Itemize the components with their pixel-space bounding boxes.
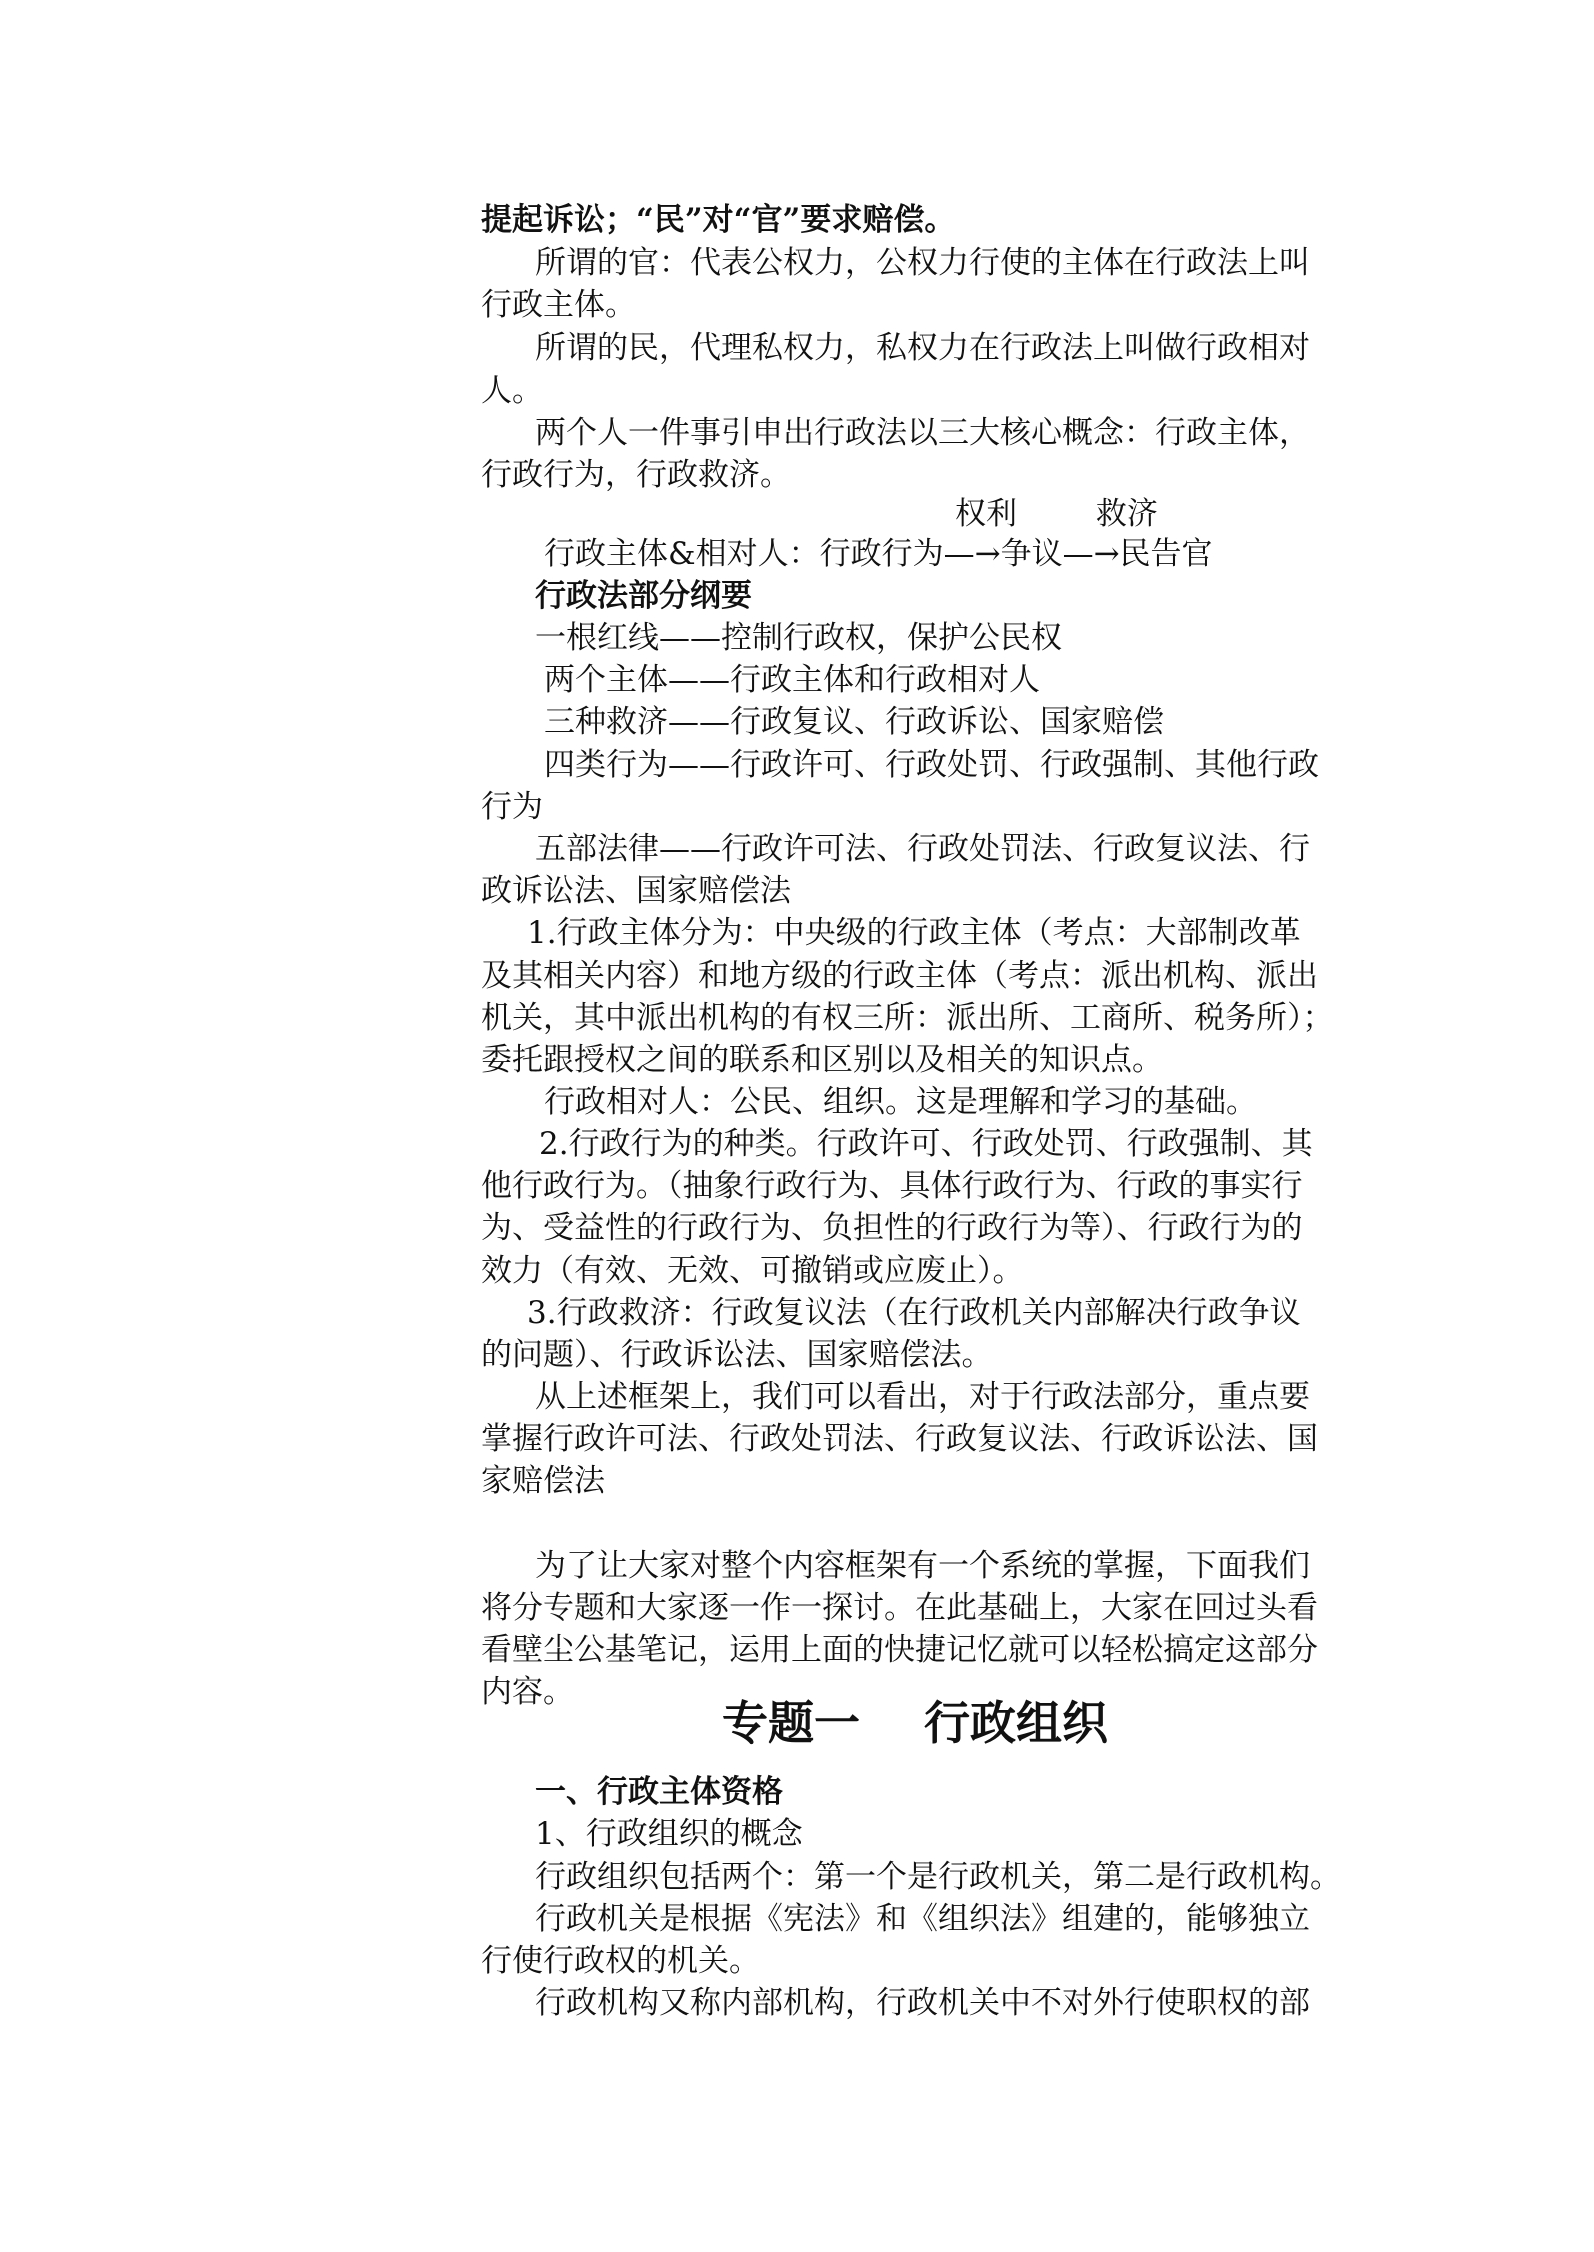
text-line: 将分专题和大家逐一作一探讨。在此基础上，大家在回过头看 (481, 1590, 1318, 1626)
text-line: 的问题）、行政诉讼法、国家赔偿法。 (481, 1337, 993, 1373)
text-line: 政诉讼法、国家赔偿法 (481, 873, 791, 909)
text-line: 家赔偿法 (481, 1463, 605, 1499)
text-line: 及其相关内容）和地方级的行政主体（考点：派出机构、派出 (481, 958, 1318, 994)
text-line: 提起诉讼；“民”对“官”要求赔偿。 (481, 202, 956, 238)
text-line: 三种救济——行政复议、行政诉讼、国家赔偿 (544, 704, 1164, 740)
text-line: 行政机构又称内部机构，行政机关中不对外行使职权的部 (535, 1985, 1310, 2021)
text-line: 从上述框架上，我们可以看出，对于行政法部分，重点要 (535, 1379, 1310, 1415)
text-line: 为、受益性的行政行为、负担性的行政行为等）、行政行为的 (481, 1210, 1303, 1246)
text-line: 委托跟授权之间的联系和区别以及相关的知识点。 (481, 1042, 1163, 1078)
text-line: 3.行政救济：行政复议法（在行政机关内部解决行政争议 (527, 1295, 1301, 1331)
text-line: 所谓的民，代理私权力，私权力在行政法上叫做行政相对 (535, 330, 1310, 366)
text-line: 两个人一件事引申出行政法以三大核心概念：行政主体， (535, 415, 1310, 451)
text-line: 行使行政权的机关。 (481, 1943, 760, 1979)
text-line: 行政组织包括两个：第一个是行政机关，第二是行政机构。 (535, 1859, 1341, 1895)
text-line: 一根红线——控制行政权，保护公民权 (535, 620, 1062, 656)
text-line: 行政主体。 (481, 287, 636, 323)
text-line: 行政行为，行政救济。 (481, 457, 791, 493)
subsection-heading: 一、行政主体资格 (535, 1774, 783, 1810)
text-line: 内容。 (481, 1674, 574, 1710)
text-line: 掌握行政许可法、行政处罚法、行政复议法、行政诉讼法、国 (481, 1421, 1318, 1457)
text-line: 看壁尘公基笔记，运用上面的快捷记忆就可以轻松搞定这部分 (481, 1632, 1318, 1668)
text-line: 行政相对人：公民、组织。这是理解和学习的基础。 (544, 1084, 1257, 1120)
text-line: 两个主体——行政主体和行政相对人 (544, 662, 1040, 698)
text-line: 为了让大家对整个内容框架有一个系统的掌握，下面我们 (535, 1548, 1310, 1584)
text-line: 1.行政主体分为：中央级的行政主体（考点：大部制改革 (527, 915, 1301, 951)
text-line: 人。 (481, 373, 543, 409)
text-line: 所谓的官：代表公权力，公权力行使的主体在行政法上叫 (535, 245, 1310, 281)
text-line: 2.行政行为的种类。行政许可、行政处罚、行政强制、其 (539, 1126, 1313, 1162)
text-line: 行为 (481, 789, 543, 825)
section-title: 专题一 行政组织 (722, 1696, 1109, 1750)
text-line: 效力（有效、无效、可撤销或应废止）。 (481, 1253, 1024, 1289)
text-line: 行政机关是根据《宪法》和《组织法》组建的，能够独立 (535, 1901, 1310, 1937)
text-line: 四类行为——行政许可、行政处罚、行政强制、其他行政 (544, 747, 1319, 783)
text-line: 1、行政组织的概念 (535, 1816, 803, 1852)
text-line: 机关，其中派出机构的有权三所：派出所、工商所、税务所）； (481, 1000, 1334, 1036)
text-line: 他行政行为。（抽象行政行为、具体行政行为、行政的事实行 (481, 1168, 1303, 1204)
heading: 行政法部分纲要 (535, 578, 752, 614)
text-line: 五部法律——行政许可法、行政处罚法、行政复议法、行 (535, 831, 1310, 867)
diagram-flow: 行政主体&相对人：行政行为—→争议—→民告官 (544, 536, 1213, 572)
diagram-label: 权利 救济 (955, 496, 1158, 532)
